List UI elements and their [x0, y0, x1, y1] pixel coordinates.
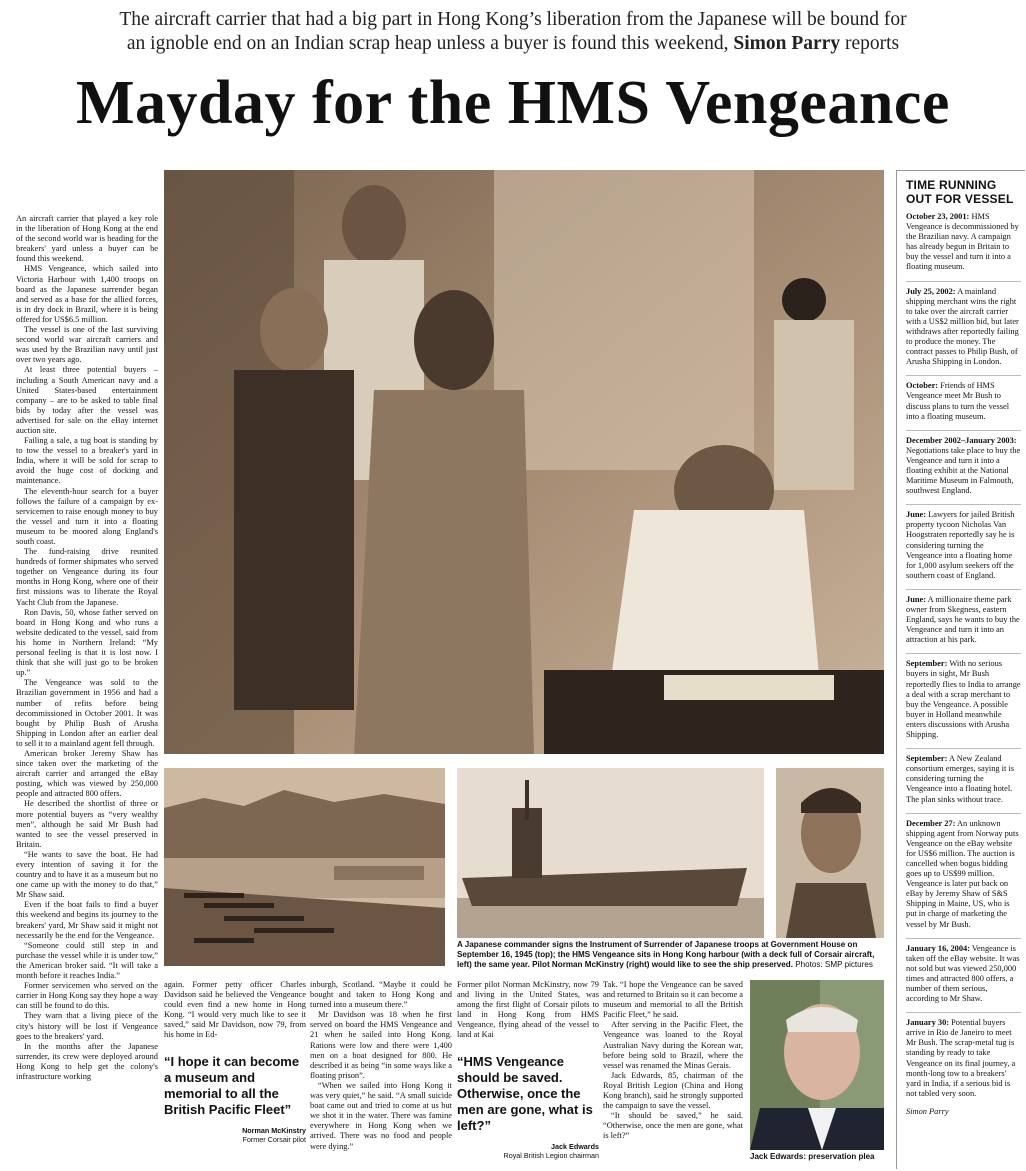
timeline-entry [906, 287, 1021, 368]
column-5-paragraph: Tak. “I hope the Vengeance can be saved and returned to Britain so it can become a museum and memorial to all the British Pacific Fleet,” he said. [603, 980, 743, 1020]
column-3-paragraph: inburgh, Scotland. “Maybe it could be bought and taken to Hong Kong and turned into a museum there.” [310, 980, 452, 1010]
mckinstry-portrait-image [776, 768, 884, 938]
timeline-entry [906, 595, 1021, 645]
carrier-photo [457, 768, 764, 938]
timeline-divider [906, 653, 1021, 654]
timeline-divider [906, 375, 1021, 376]
column-3-paragraph: “When we sailed into Hong Kong it was very quiet,” he said. “A small suicide boat came out and tried to come at us but we shot it in the water. There was famine everywhere in Hong Kong when we arrived. There was no food and people were dying.” [310, 1080, 452, 1151]
column-1-paragraph: “He wants to save the boat. He had every intention of saving it for the country and to have it as a museum but no one came up with the money to do that,” Mr Shaw said. [16, 849, 158, 900]
edwards-portrait-caption: Jack Edwards: preservation plea [750, 1152, 875, 1161]
column-1-paragraph: The vessel is one of the last surviving second world war aircraft carriers and was used by the Brazilian navy until just over two years ago. [16, 325, 158, 365]
timeline-entry-text: Potential buyers arrive in Rio de Janeiro to meet Mr Bush. The scrap-metal tug is standing by ready to take Vengeance on its final journey, a month-long tow to a breakers' yard in India, if a serious bid is not tabled very soon. [906, 1018, 1016, 1098]
timeline-entry-date: July 25, 2002: [906, 286, 956, 296]
pull-quote-edwards-role: Royal British Legion chairman [503, 1151, 599, 1160]
timeline-divider [906, 589, 1021, 590]
timeline-byline: Simon Parry [906, 1106, 949, 1116]
timeline-entry-text: A millionaire theme park owner from Skegness, eastern England, says he wants to buy the Vengeance and turn it into an attraction at his park. [906, 594, 1020, 645]
pull-quote-mckinstry-attribution [164, 1126, 306, 1144]
column-1-paragraph: Former servicemen who served on the carrier in Hong Kong say they hope a way can still be found to do this. [16, 981, 158, 1011]
timeline-entry-date: October 23, 2001: [906, 212, 970, 221]
timeline-entry-text: An unknown shipping agent from Norway puts Vengeance on the eBay website for US$6 million. The auction is cancelled when bogus bidding goes up to US$99 million. Vengeance is later put back on eBay by Jeremy Shaw of S&S Shipping in Maine, US, who is put in charge of marketing the vessel by Mr Bush. [906, 818, 1019, 929]
timeline-entry-date: June: [906, 594, 927, 604]
timeline-divider [906, 813, 1021, 814]
column-1-paragraph: They warn that a living piece of the city's history will be lost if Vengeance goes to the breakers' yard. [16, 1011, 158, 1041]
timeline-entry-date: September: [906, 659, 948, 669]
pull-quote-mckinstry [164, 1054, 306, 1144]
timeline-entry [906, 212, 1021, 273]
column-4-paragraph: Former pilot Norman McKinstry, now 79 and living in the United States, was among the first flight of Corsair pilots to land in Hong Kong from HMS Vengeance, flying ahead of the vessel to land at Kai [457, 980, 599, 1040]
column-3-paragraph: Mr Davidson was 18 when he first served on board the HMS Vengeance and 21 when he sailed into Hong Kong. Rations were low and there were 1,400 men on a boat designed for 800. He described it as being “in some ways like a floating prison”. [310, 1010, 452, 1080]
pull-quote-mckinstry-name: Norman McKinstry [242, 1126, 306, 1135]
timeline-entry-date: October: [906, 381, 939, 391]
column-5-paragraph: After serving in the Pacific Fleet, the Vengeance was loaned to the Royal Australian Navy during the Korean war, before being sold to Brazil, where the vessel was renamed the Minas Gerais. [603, 1020, 743, 1070]
carrier-photo-image [457, 768, 764, 938]
column-1-paragraph: An aircraft carrier that played a key role in the liberation of Hong Kong at the end of the second world war is heading for the breakers' yard unless a buyer can be found this weekend. [16, 214, 158, 264]
timeline-entry-date: June: [906, 510, 927, 520]
pull-quote-edwards [457, 1054, 599, 1160]
column-1-paragraph: The fund-raising drive reunited hundreds of former shipmates who served together on Vengeance during its four months in Hong Kong, where one of their first missions was to liberate the Royal Yacht Club from the Japanese. [16, 547, 158, 607]
column-1-paragraph: Ron Davis, 50, whose father served on board in Hong Kong and who runs a website dedicated to the vessel, said from his home in Northern Ireland: “My personal feeling is that it is lost now. I think that she will just go to be broken up.” [16, 607, 158, 678]
photo-caption [457, 940, 887, 970]
timeline-sidebar [896, 170, 1025, 1169]
edwards-portrait-image [750, 980, 884, 1150]
column-1-paragraph: HMS Vengeance, which sailed into Victoria Harbour with 1,400 troops on board as the Japanese surrender began and served as a base for the allied forces, is in dry dock in Brazil, where it is being offered for US$6.5 million. [16, 264, 158, 324]
timeline-entry-text: Friends of HMS Vengeance meet Mr Bush to discuss plans to turn the vessel into a floating museum. [906, 381, 1010, 421]
timeline-divider [906, 430, 1021, 431]
column-5-paragraph: Jack Edwards, 85, chairman of the Royal British Legion (China and Hong Kong branch), said he strongly supported the campaign to save the vessel. [603, 1070, 743, 1111]
column-1-paragraph: He described the shortlist of three or more potential buyers as “very wealthy men”, although he said Mr Bush had wanted to see the vessel preserved in Britain. [16, 799, 158, 849]
timeline-entry-text: HMS Vengeance is decommissioned by the Brazilian navy. A campaign has already begun in Britain to buy the vessel and turn it into a floating museum. [906, 212, 1019, 272]
article-column-1 [16, 214, 158, 1081]
photo-credit: Photos: SMP pictures [795, 960, 873, 969]
standfirst-line-1: The aircraft carrier that had a big part in Hong Kong’s liberation from the Japanese will be bound for [119, 9, 907, 30]
timeline-entry-text: A mainland shipping merchant wins the right to take over the aircraft carrier with a US$2 million bid, but later withdraws after reportedly failing to produce the money. The contract passes to Philip Bush, of Arusha Shipping in London. [906, 286, 1019, 367]
timeline-entry [906, 1018, 1021, 1099]
standfirst [60, 8, 966, 56]
pull-quote-edwards-attribution [457, 1142, 599, 1160]
timeline-entry-date: December 27: [906, 818, 956, 828]
headline: Mayday for the HMS Vengeance [76, 69, 950, 137]
timeline-title: TIME RUNNING OUT FOR VESSEL [906, 178, 1014, 206]
pull-quote-mckinstry-role: Former Corsair pilot [242, 1135, 306, 1144]
timeline-entry [906, 510, 1021, 581]
timeline-divider [906, 1012, 1021, 1013]
timeline-entry [906, 659, 1021, 740]
timeline-entry [906, 381, 1021, 421]
article-column-4 [457, 980, 599, 1050]
timeline-divider [906, 281, 1021, 282]
column-2-paragraph: again. Former petty officer Charles Davidson said he believed the Vengeance could even find a new home in Hong Kong. “I would very much like to see it saved,” said Mr Davidson, now 79, from his home in Ed- [164, 980, 306, 1040]
timeline-entry [906, 436, 1021, 497]
standfirst-reports: reports [844, 33, 900, 54]
harbour-photo [164, 768, 445, 966]
surrender-photo-image [164, 170, 884, 754]
timeline-divider [906, 748, 1021, 749]
timeline-entry-date: January 16, 2004: [906, 943, 970, 953]
pull-quote-edwards-text: “HMS Vengeance should be saved. Otherwise, once the men are gone, what is left?” [457, 1054, 593, 1133]
surrender-photo [164, 170, 884, 754]
column-5-paragraph: “It should be saved,” he said. “Otherwise, once the men are gone, what is left?” [603, 1111, 743, 1141]
pull-quote-mckinstry-text: “I hope it can become a museum and memorial to all the British Pacific Fleet” [164, 1054, 300, 1117]
column-1-paragraph: In the months after the Japanese surrender, its crew were deployed around Hong Kong to help get the colony's infrastructure working [16, 1041, 158, 1081]
timeline-divider [906, 504, 1021, 505]
photo-caption-text: A Japanese commander signs the Instrument of Surrender of Japanese troops at Government House on September 16, 1945 (top); the HMS Vengeance sits in Hong Kong harbour (with a deck full of Corsair aircraft, left) the same year. Pilot Norman McKinstry (right) would like to see the ship preserved. [457, 940, 875, 969]
column-1-paragraph: The Vengeance was sold to the Brazilian government in 1956 and had a number of refits before being decommissioned in October 2001. It was bought by Philip Bush of Arusha Shipping in London after an earlier deal to sell it to a mainland agent fell through. [16, 678, 158, 748]
timeline-entry-text: Negotiations take place to buy the Vengeance and turn it into a floating exhibit at the National Maritime Museum in Falmouth, southwest England. [906, 445, 1021, 496]
column-1-paragraph: “Someone could still step in and purchase the vessel while it is under tow,” the American broker said. “It will take a month before it reaches India.” [16, 940, 158, 981]
column-1-paragraph: At least three potential buyers – including a South American navy and a United States-based entertainment company – are to be asked to table final bids by today after the vessel was advertised for sale on the eBay internet auction site. [16, 365, 158, 435]
timeline-entry [906, 754, 1021, 804]
timeline-entry [906, 819, 1021, 930]
timeline-divider [906, 938, 1021, 939]
pull-quote-edwards-name: Jack Edwards [551, 1142, 599, 1151]
mckinstry-portrait [776, 768, 884, 938]
article-column-5 [603, 980, 743, 1168]
harbour-photo-image [164, 768, 445, 966]
edwards-portrait [750, 980, 884, 1150]
timeline-entry-date: December 2002–January 2003: [906, 435, 1017, 445]
timeline-entry-text: With no serious buyers in sight, Mr Bush reportedly flies to India to arrange a deal with a scrap merchant to buy the Vengeance. A possible buyer in Holland meanwhile enters discussions with Arusha Shipping. [906, 659, 1021, 740]
timeline-list [906, 212, 1021, 1099]
timeline-entry-text: Vengeance is taken off the eBay website. It was not sold but was viewed 250,000 times and attracted 800 offers, a number of them serious, according to Mr Shaw. [906, 943, 1020, 1004]
timeline-entry-text: Lawyers for jailed British property tycoon Nicholas Van Hoogstraten reportedly say he is considering turning the Vengeance into a floating home for 1,000 asylum seekers off the southern coast of England. [906, 510, 1015, 580]
timeline-entry-date: January 30: [906, 1018, 950, 1028]
article-column-3 [310, 980, 452, 1168]
timeline-entry [906, 944, 1021, 1005]
standfirst-line-2: an ignoble end on an Indian scrap heap unless a buyer is found this weekend, [126, 33, 729, 54]
timeline-entry-date: September: [906, 754, 948, 764]
column-1-paragraph: Failing a sale, a tug boat is standing by to tow the vessel to a breaker's yard in India, where it will be sold for scrap to avoid the huge cost of docking and maintenance. [16, 436, 158, 486]
author-name: Simon Parry [733, 33, 841, 54]
timeline-entry-text: A New Zealand consortium emerges, saying it is considering turning the Vengeance into a floating hotel. The plan sinks without trace. [906, 754, 1015, 804]
column-1-paragraph: Even if the boat fails to find a buyer this weekend and begins its journey to the breakers' yard, Mr Shaw said it might not necessarily be the end for the Vengeance. [16, 900, 158, 940]
column-1-paragraph: American broker Jeremy Shaw has since taken over the marketing of the aircraft carrier and arranged the eBay posting, which was viewed by 250,000 people and attracted 800 offers. [16, 748, 158, 799]
column-1-paragraph: The eleventh-hour search for a buyer follows the failure of a campaign by ex-servicemen to raise enough money to buy the vessel and turn it into a floating museum to be moored along England's south coast. [16, 486, 158, 546]
